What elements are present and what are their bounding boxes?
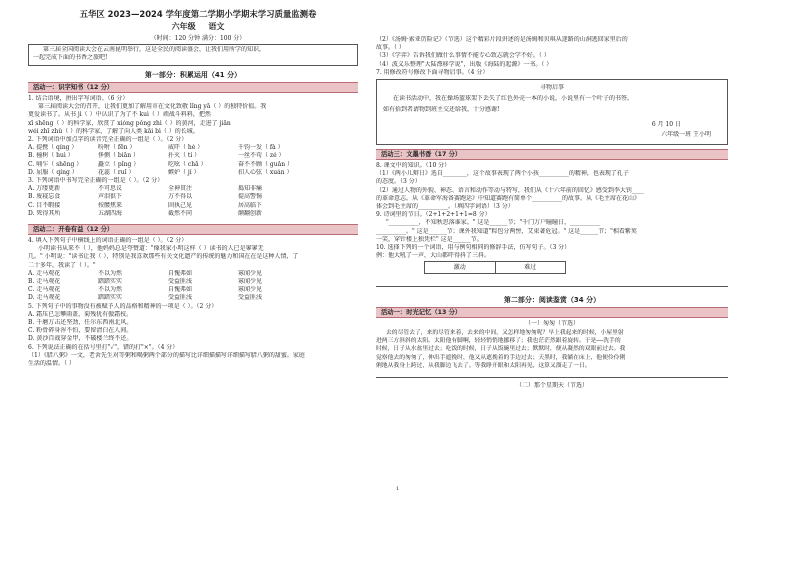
option: 按髅焦来 [98, 201, 123, 209]
option: 扑灭（ tí ） [168, 152, 201, 160]
option: 受益匪浅 [168, 278, 193, 286]
question-9-line: "__________，不知秋思落谁家。" 这是______节；"千门万户瞳瞳日，__________ [386, 219, 601, 227]
option: 固执己见 [168, 201, 193, 209]
activity1-banner: 活动一：识字知书（12 分） [28, 82, 358, 93]
question-8-line: 体会到毛主席的__________。（填四字词语）（3 分） [376, 203, 514, 211]
option: D. 死得其所 [28, 209, 61, 217]
notice-title: 寻物启事 [539, 84, 564, 92]
option: 寡闻少见 [238, 286, 263, 294]
passage2-title: （二）那个星期天（节选） [515, 381, 588, 389]
question-8: 8. 课文中的知识。（10 分） [376, 162, 451, 170]
option: 受益匪浅 [168, 294, 193, 302]
option: 吃吆（ chā ） [168, 160, 207, 168]
question-10: 10. 选择下列的一个词语，用与例句相同的修辞手法，仿写句子。（3 分） [376, 244, 571, 252]
question-7: 7. 用修改符号修改下面寻物启事。（4 分） [376, 68, 489, 76]
question-6-item: （2）《汤姆·索亚历险记》（节选）这个精彩片段讲述的是汤姆和贝琪从迷路的山洞逃回家里后的 [376, 36, 628, 43]
option: 受益匪浅 [238, 294, 263, 302]
option: 不可思议 [98, 185, 123, 193]
question-8-line: （1）《两小儿辩日》选自________，这个故事表现了两个小孩__________的精神，也表现了孔子 [376, 170, 629, 178]
exam-time: （时间：120 分钟 满分：100 分） [150, 35, 246, 42]
exam-title: 五华区 2023—2024 学年度第二学期小学期末学习质量监测卷 [79, 9, 317, 19]
option: 寡闻少见 [238, 269, 263, 277]
answer-line [376, 286, 728, 287]
question-1-line: 第三届阅读大会的召开，让我们更加了解用市在文化致敬 lǐng yā（ ）的独特价值。我 [38, 103, 267, 111]
option: 自愧弗如 [168, 286, 193, 294]
option: 扣人心弦（ xuán ） [238, 168, 293, 176]
lost-item-notice-box [376, 79, 728, 145]
option: 嫉妒（ jí ） [168, 168, 200, 176]
question-5: 5. 下列句子中的事物没有被赋予人的品格和精神的一项是（ ）。（2 分） [28, 302, 218, 310]
option: B. 废寝忘食 [28, 193, 61, 201]
question-9-line: __________。" 这是______节；课外我知道"粽包分两髻，艾束著危冠。" 这是______节；"相看紫荚 [376, 227, 637, 235]
subject-label: 语文 [208, 22, 225, 31]
intro-notice-box [28, 44, 358, 66]
option: 不以为然 [98, 269, 123, 277]
activity2-banner: 活动二：开卷有益（12 分） [28, 224, 358, 235]
notice-line: 在读书活动中，我在操场篮球架下丢失了红色外壳一本的小说，小说里有一个叶子的书签。 [393, 95, 634, 103]
question-1-line: wéi zhī zhǔ（ ）的科学家，了解了向人类 kāi bì（ ）的长城。 [28, 127, 199, 135]
passage1-line: 觉察他去的匆匆了，伸出手遮挽时，他又从遮挽着的手边过去；天黑时，我躺在床上，他便伶伶俐 [376, 354, 626, 361]
option: 颠翻创新 [238, 209, 263, 217]
left-column [28, 70, 358, 368]
option: 威吓（ hè ） [168, 144, 204, 152]
option: 寡闻少见 [238, 278, 263, 286]
question-5-option: D. 黄沙百战穿金甲，不破楼兰终不还。 [28, 335, 133, 343]
passage1-line: 进两三方斜斜的太阳。太阳他有脚啊，轻轻悄悄地挪移了；我也茫茫然跟着旋转。于是——洗手的 [376, 338, 621, 345]
option: 提高警惕 [238, 193, 263, 201]
option: 矗立（ pǐng ） [98, 160, 140, 168]
intro-line: 一起完成下面的书香之旅吧! [33, 54, 108, 62]
question-5-option: B. 千磨万击还坚劲，任尔东西南北风。 [28, 319, 133, 327]
word-option: 难过 [524, 264, 537, 272]
question-8-line: 的革命意志。从《革命军海备赛跑运》中知道赛跑有简单个__________的故事。从《毛主席在花山》 [376, 194, 641, 202]
question-4-options [28, 270, 358, 303]
part2-heading: 第二部分：阅读鉴赏（34 分） [503, 296, 601, 305]
question-9: 9. 诗词里的节日。（2+1+2+1+1=8 分） [376, 211, 491, 219]
option: 声泪俱下 [98, 193, 123, 201]
activity3-banner: 活动三：文墨书香（17 分） [376, 149, 728, 160]
question-6-item: （3）《学弈》告诉我们做什么事情不能专心致志就会学不好。（ ） [376, 52, 550, 60]
option: C. 目不暇接 [28, 201, 61, 209]
passage1-title: （一）匆匆（节选） [524, 320, 579, 328]
notice-signature: 六年级一班 王小明 [661, 130, 711, 138]
question-4-line: 几。" 小明说："读书让我（ ），特别是我喜欢那些有关文化遗产的传统的魅力和国在在是这种人情，了 [28, 253, 299, 261]
option: 自愧弗如 [168, 269, 193, 277]
option: 一丝不苟（ zé ） [238, 152, 285, 160]
question-5-option: A. 霜压已怎攀雨盖，菊残犹有傲霜枝。 [28, 310, 133, 318]
question-10-example: 例：他大吼了一声，大山都吓得抖了三抖。 [376, 252, 491, 260]
question-4-line: 小明读书从来不（ ），他妈妈总是夸赞道："像我家小明这样（ ）读书的人已是寥寥无 [38, 245, 264, 253]
question-3-options [28, 185, 358, 218]
question-4: 4. 填入下列句子中横线上的词语正确的一组是（ ）。（2 分） [28, 237, 188, 245]
answer-line [376, 377, 728, 378]
question-4-line: 二十多年，我读了（ ）。" [28, 261, 96, 269]
option: 五湖四海 [98, 209, 123, 217]
option: A. 提携（ qíng ） [28, 144, 78, 152]
question-6-item: （4）波义乐整理"大陆漂移学说"，出版《海陆的起源》一书。（ ） [376, 60, 553, 68]
grade-label: 六年级 [171, 22, 196, 31]
option: D. 走马观花 [28, 294, 61, 302]
option: A. 走马观花 [28, 269, 61, 277]
option: 捣知非痛 [238, 185, 263, 193]
option: 踏踏实实 [98, 294, 123, 302]
activity4-banner: 活动一：时光记忆（13 分） [376, 307, 728, 318]
option: 截然不同 [168, 209, 193, 217]
option: 居高临下 [238, 201, 263, 209]
question-9-line: 一笑，穿针楼上独凭栏" 这是______节。 [376, 235, 483, 243]
question-2-options [28, 144, 358, 177]
right-column [376, 36, 728, 390]
option: 吩咐（ fēn ） [98, 144, 136, 152]
question-5-option: C. 粉骨碎身浑不怕，要留清白在人间。 [28, 327, 133, 335]
question-6: 6. 下列说法正确的在括号里打"✓"，错的打"×"。（4 分） [28, 343, 179, 351]
option: C. 走马观花 [28, 286, 61, 294]
question-1-line: 更爱读书了。从书 jì（ ）中认识了为了不 kuì（ ）顽战斗料料，把然 [28, 111, 211, 119]
question-8-line: 的态度。（3 分） [376, 178, 421, 186]
passage1-line: 时候，日子从水盆里过去；吃饭的时候，日子从饭碗里过去；默默时，便从凝然的双眼前过去。我 [376, 346, 626, 353]
option: C. 哺乍（ shēng ） [28, 160, 83, 168]
part1-heading: 第一部分：积累运用（41 分） [144, 71, 242, 79]
word-option: 激动 [425, 262, 496, 273]
question-6-line: 生活的温情。（ ） [28, 360, 75, 368]
exam-subtitle [38, 21, 358, 32]
passage1-line: 去的尽管去了，来的尽管来着，去来的中间，又怎样地匆匆呢？早上我起来的时候，小屋里射 [386, 329, 624, 336]
question-1: 1. 结合语境，拼出字写词语。（6 分） [28, 95, 129, 102]
intro-line: 第三届全国阅读大会在云南昆明举行，这是全民的阅读盛会，让我们用所学的知识， [43, 46, 266, 53]
option: 千钧一发（ fà ） [238, 144, 284, 152]
option: B. 撞树（ huì ） [28, 152, 74, 160]
option: 不以为然 [98, 286, 123, 294]
option: 奋不不顾（ guǎn ） [238, 160, 293, 168]
question-6-item: 故事。（ ） [376, 44, 405, 52]
question-6-line: （1）《腊八粥》一文，老舍先生对等粥和喝粥两个部分的描写比详细描描写详细描写腊八粥的甜蜜。家庭 [28, 351, 305, 359]
option: B. 走马观花 [28, 278, 61, 286]
question-1-line: xī shēng（ ）的科学家，欣赏了 xióng pǒng zhì（ ）的黄河，走进了 jiān [28, 119, 231, 127]
page-number: 1 [396, 486, 400, 492]
notice-line: 如有拾到者请物到班主交还给我，十分感谢! [383, 106, 500, 114]
option: 全神贯注 [168, 185, 193, 193]
option: 踏踏实实 [98, 278, 123, 286]
passage1-line: 俐地从我身上跨过，从我脚边飞去了。等我睁开眼和太阳再见，这算又溜走了一日。 [376, 363, 591, 370]
option: A. 万缕更新 [28, 185, 61, 193]
word-choice-box [424, 261, 566, 274]
option: 花蕊（ ruǐ ） [98, 168, 135, 176]
option: D. 屈服（ qíng ） [28, 168, 78, 176]
option: 侈侧（ biān ） [98, 152, 140, 160]
option: 万不得以 [168, 193, 193, 201]
question-2: 2. 下列词语中加点字的读音完全正确的一组是（ ）。（2 分） [28, 136, 188, 144]
notice-date: 6 月 10 日 [651, 120, 681, 128]
question-3: 3. 下列词语中书写完全正确的一组是（ ）。（2 分） [28, 177, 164, 185]
question-8-line: （2）通过人物的外貌、神态、语言和动作等动与特写，我们从《十六年前的回忆》感受到李大钊____ [376, 186, 644, 194]
